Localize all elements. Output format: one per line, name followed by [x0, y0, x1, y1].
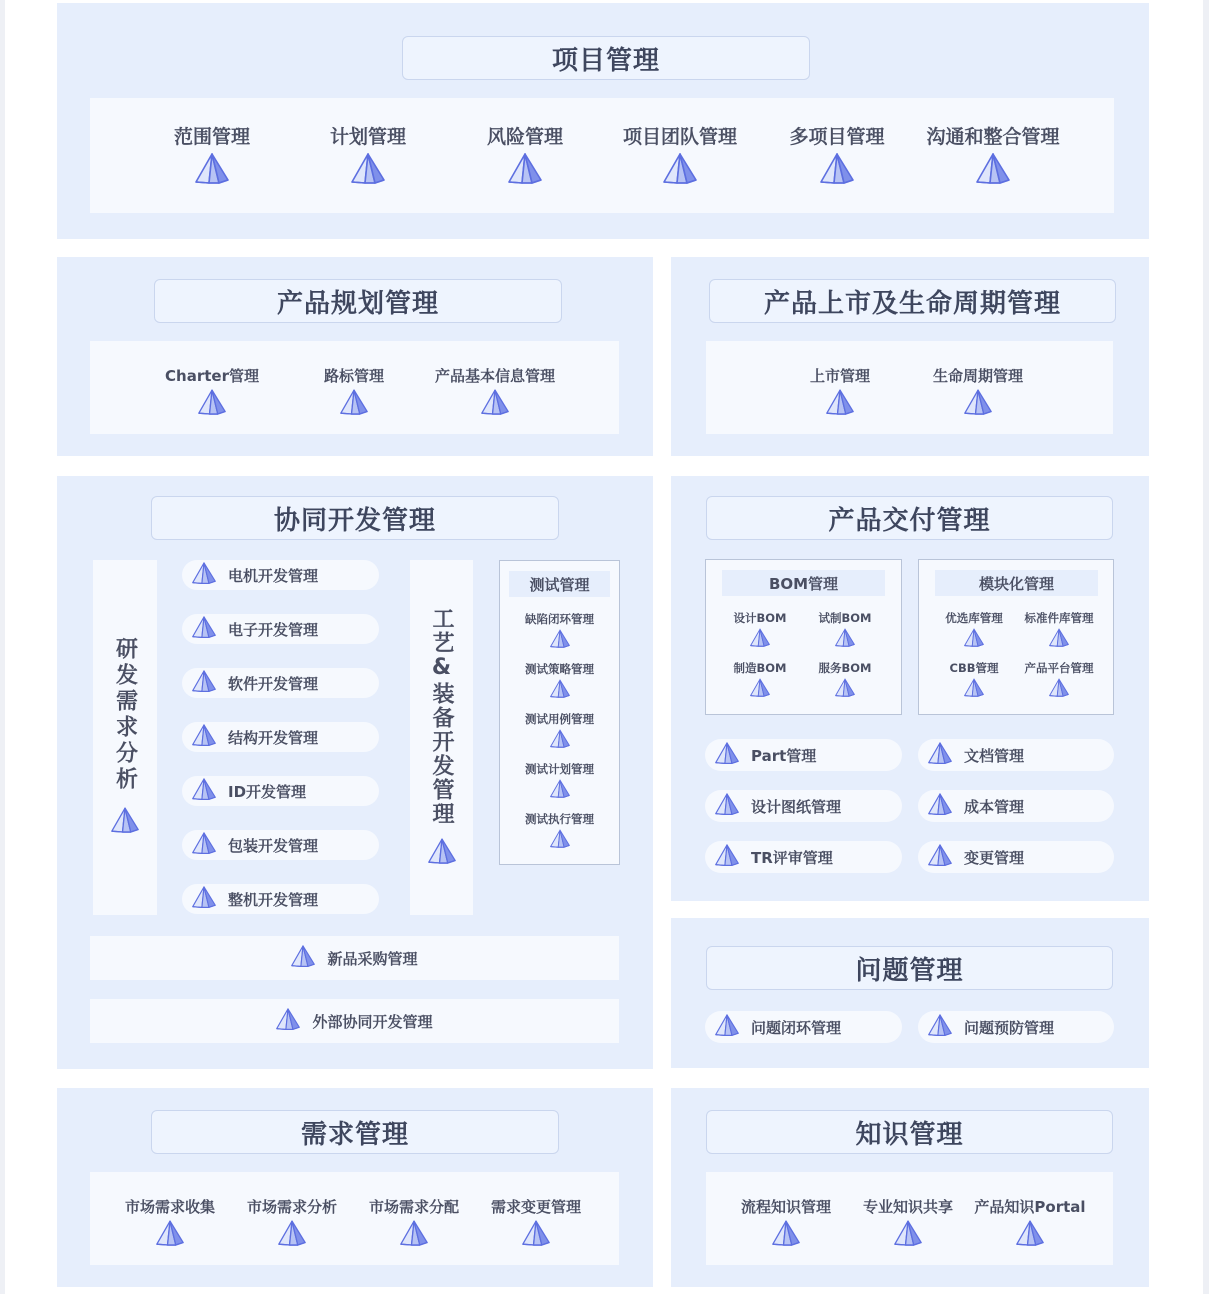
- delivery-pill: TR评审管理: [705, 841, 902, 873]
- knowledge-item: 产品知识Portal: [968, 1196, 1092, 1251]
- delivery-pill: 成本管理: [918, 790, 1114, 822]
- delivery-pill: 文档管理: [918, 739, 1114, 771]
- pyramid-icon: [111, 807, 139, 838]
- requirement-section: [57, 1088, 653, 1287]
- test-mgmt-item: 测试计划管理: [500, 761, 619, 803]
- pyramid-icon: [835, 678, 855, 702]
- pyramid-icon: [964, 628, 984, 652]
- issue-pill: 问题预防管理: [918, 1011, 1114, 1043]
- delivery-pill: 设计图纸管理: [705, 790, 902, 822]
- rd-analysis-column: [93, 560, 157, 915]
- launch-lifecycle-section: [671, 257, 1149, 456]
- rd-analysis-label: 研发需求分析: [112, 637, 138, 793]
- requirement-item: 需求变更管理: [476, 1196, 596, 1251]
- pyramid-icon: [340, 389, 368, 420]
- pyramid-icon: [964, 678, 984, 702]
- collab-dev-title: 协同开发管理: [151, 496, 559, 540]
- requirement-item: 市场需求收集: [110, 1196, 230, 1251]
- product-planning-item: 路标管理: [304, 365, 404, 420]
- pyramid-icon: [772, 1220, 800, 1251]
- pyramid-icon: [550, 829, 570, 853]
- product-planning-item: 产品基本信息管理: [420, 365, 570, 420]
- pyramid-icon: [1049, 628, 1069, 652]
- product-planning-item: Charter管理: [152, 365, 272, 420]
- dev-item-pill: ID开发管理: [182, 776, 379, 806]
- collab-dev-section: [57, 476, 653, 1069]
- bom-item: 制造BOM: [720, 660, 800, 702]
- pyramid-icon: [894, 1220, 922, 1251]
- pyramid-icon: [715, 742, 739, 769]
- project-mgmt-item: 沟通和整合管理: [913, 122, 1073, 189]
- knowledge-title: 知识管理: [706, 1110, 1113, 1154]
- test-mgmt-item: 测试用例管理: [500, 711, 619, 753]
- pyramid-icon: [198, 389, 226, 420]
- product-planning-section: [57, 257, 653, 456]
- bom-item: 试制BOM: [805, 610, 885, 652]
- requirement-item: 市场需求分配: [354, 1196, 474, 1251]
- modular-title: 模块化管理: [935, 570, 1098, 596]
- pyramid-icon: [550, 629, 570, 653]
- launch-lifecycle-panel: [706, 341, 1113, 434]
- pyramid-icon: [715, 1014, 739, 1041]
- requirement-title: 需求管理: [151, 1110, 559, 1154]
- knowledge-section: [671, 1088, 1149, 1287]
- modular-item: CBB管理: [929, 660, 1019, 702]
- pyramid-icon: [351, 153, 385, 189]
- bom-panel: [705, 559, 902, 715]
- pyramid-icon: [522, 1220, 550, 1251]
- pyramid-icon: [192, 562, 216, 589]
- pyramid-icon: [1049, 678, 1069, 702]
- pyramid-icon: [928, 844, 952, 871]
- modular-item: 产品平台管理: [1014, 660, 1104, 702]
- pyramid-icon: [192, 670, 216, 697]
- new-procurement-bar: 新品采购管理: [90, 936, 619, 980]
- launch-lifecycle-item: 生命周期管理: [918, 365, 1038, 420]
- requirement-item: 市场需求分析: [232, 1196, 352, 1251]
- pyramid-icon: [156, 1220, 184, 1251]
- dev-item-pill: 软件开发管理: [182, 668, 379, 698]
- pyramid-icon: [928, 742, 952, 769]
- pyramid-icon: [663, 153, 697, 189]
- pyramid-icon: [481, 389, 509, 420]
- issue-pill: 问题闭环管理: [705, 1011, 902, 1043]
- dev-item-pill: 整机开发管理: [182, 884, 379, 914]
- pyramid-icon: [278, 1220, 306, 1251]
- product-planning-title: 产品规划管理: [154, 279, 562, 323]
- pyramid-icon: [928, 1014, 952, 1041]
- pyramid-icon: [550, 779, 570, 803]
- pyramid-icon: [550, 679, 570, 703]
- process-dev-label: 工艺&装备开发管理: [429, 606, 454, 826]
- left-edge: [0, 0, 5, 1294]
- test-mgmt-title: 测试管理: [509, 571, 610, 597]
- bom-title: BOM管理: [722, 570, 885, 596]
- pyramid-icon: [964, 389, 992, 420]
- pyramid-icon: [750, 628, 770, 652]
- dev-item-pill: 电子开发管理: [182, 614, 379, 644]
- pyramid-icon: [976, 153, 1010, 189]
- pyramid-icon: [715, 844, 739, 871]
- modular-panel: [918, 559, 1114, 715]
- knowledge-item: 专业知识共享: [848, 1196, 968, 1251]
- project-mgmt-item: 风险管理: [475, 122, 575, 189]
- pyramid-icon: [508, 153, 542, 189]
- bom-item: 设计BOM: [720, 610, 800, 652]
- pyramid-icon: [715, 793, 739, 820]
- delivery-pill: 变更管理: [918, 841, 1114, 873]
- pyramid-icon: [835, 628, 855, 652]
- project-mgmt-panel: [90, 98, 1114, 213]
- pyramid-icon: [192, 616, 216, 643]
- external-collab-bar: 外部协同开发管理: [90, 999, 619, 1043]
- project-mgmt-title: 项目管理: [402, 36, 810, 80]
- project-mgmt-item: 范围管理: [162, 122, 262, 189]
- pyramid-icon: [928, 793, 952, 820]
- project-mgmt-item: 多项目管理: [777, 122, 897, 189]
- knowledge-panel: [706, 1172, 1113, 1265]
- pyramid-icon: [428, 838, 456, 869]
- launch-lifecycle-title: 产品上市及生命周期管理: [709, 279, 1116, 323]
- pyramid-icon: [750, 678, 770, 702]
- bom-item: 服务BOM: [805, 660, 885, 702]
- modular-item: 优选库管理: [929, 610, 1019, 652]
- pyramid-icon: [192, 724, 216, 751]
- pyramid-icon: [192, 778, 216, 805]
- product-planning-panel: [90, 341, 619, 434]
- project-mgmt-item: 计划管理: [318, 122, 418, 189]
- pyramid-icon: [195, 153, 229, 189]
- delivery-title: 产品交付管理: [706, 496, 1113, 540]
- dev-item-pill: 包装开发管理: [182, 830, 379, 860]
- requirement-panel: [90, 1172, 619, 1265]
- pyramid-icon: [400, 1220, 428, 1251]
- modular-item: 标准件库管理: [1014, 610, 1104, 652]
- launch-lifecycle-item: 上市管理: [790, 365, 890, 420]
- pyramid-icon: [192, 832, 216, 859]
- delivery-section: [671, 476, 1149, 901]
- pyramid-icon: [291, 945, 315, 972]
- project-mgmt-item: 项目团队管理: [610, 122, 750, 189]
- delivery-pill: Part管理: [705, 739, 902, 771]
- knowledge-item: 流程知识管理: [726, 1196, 846, 1251]
- issue-title: 问题管理: [706, 946, 1113, 990]
- right-edge: [1203, 0, 1209, 1294]
- test-mgmt-item: 测试执行管理: [500, 811, 619, 853]
- pyramid-icon: [1016, 1220, 1044, 1251]
- test-mgmt-panel: [499, 560, 620, 865]
- pyramid-icon: [820, 153, 854, 189]
- test-mgmt-item: 测试策略管理: [500, 661, 619, 703]
- test-mgmt-item: 缺陷闭环管理: [500, 611, 619, 653]
- pyramid-icon: [826, 389, 854, 420]
- pyramid-icon: [192, 886, 216, 913]
- pyramid-icon: [276, 1008, 300, 1035]
- pyramid-icon: [550, 729, 570, 753]
- dev-item-pill: 结构开发管理: [182, 722, 379, 752]
- process-dev-column: [410, 560, 473, 915]
- issue-section: [671, 918, 1149, 1068]
- dev-item-pill: 电机开发管理: [182, 560, 379, 590]
- project-mgmt-section: [57, 3, 1149, 239]
